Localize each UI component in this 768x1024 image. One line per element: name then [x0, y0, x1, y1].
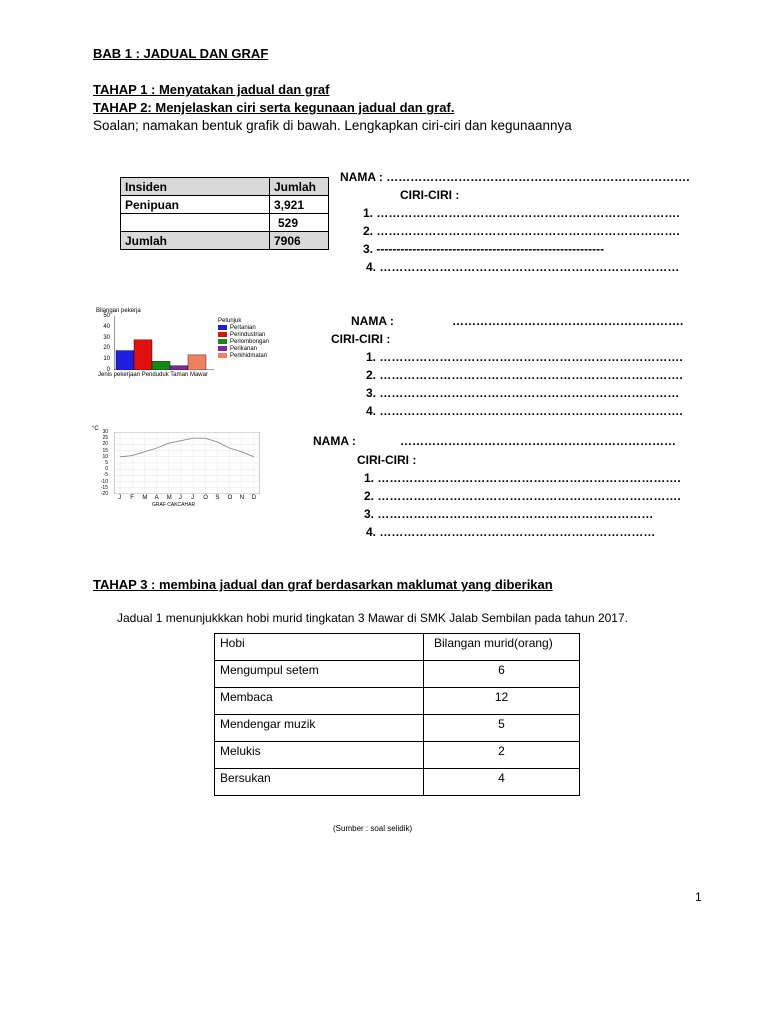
section1-line-4: 4. ………………………………………………………………… [366, 260, 680, 274]
section2-line-3: 3. ………………………………………………………………… [366, 386, 680, 400]
section2-line-1: 1. …………………………………………………………………. [366, 350, 683, 364]
legend-label: Pertanian [230, 325, 256, 332]
y-tick-label: -20 [100, 491, 108, 497]
table-header: Bilangan murid(orang) [424, 634, 580, 661]
tahap1-heading: TAHAP 1 : Menyatakan jadual dan graf [93, 82, 330, 97]
legend-item [218, 325, 298, 332]
bar [170, 366, 188, 370]
tahap3-heading: TAHAP 3 : membina jadual dan graf berdasarkan maklumat yang diberikan [93, 577, 553, 592]
table-cell: 529 [270, 214, 329, 232]
legend-swatch [218, 346, 227, 351]
chart-title: Bilangan pekerja [96, 308, 141, 314]
section2-nama: NAMA : [351, 314, 394, 328]
table-row [215, 661, 580, 688]
y-tick-label: 50 [103, 313, 110, 319]
table-cell [121, 214, 270, 232]
table-row [215, 769, 580, 796]
legend-swatch [218, 353, 227, 358]
y-tick-label: 25 [102, 435, 108, 442]
legend-swatch [218, 325, 227, 330]
chapter-title: BAB 1 : JADUAL DAN GRAF [93, 46, 269, 61]
table-cell: 7906 [270, 232, 329, 250]
incident-table [120, 177, 329, 250]
section3-nama: NAMA : [313, 434, 356, 448]
table-cell: 5 [424, 715, 580, 742]
legend-item [218, 339, 298, 346]
y-tick-label: 0 [106, 367, 110, 373]
x-tick-label: A [154, 495, 159, 501]
legend-label: Perkhidmatan [230, 353, 268, 360]
legend-label: Perikanan [230, 346, 258, 353]
section2-line-2: 2. …………………………………………………………………. [366, 368, 683, 382]
chart-xlabel: GRAF CAKCAHAR [152, 502, 196, 508]
section1-line-2: 2. …………………………………………………………………. [363, 224, 680, 238]
table-caption: Jadual 1 menunjukkkan hobi murid tingkatan 3 Mawar di SMK Jalab Sembilan pada tahun 2017. [117, 611, 628, 625]
legend-item [218, 353, 298, 360]
instruction-text: Soalan; namakan bentuk grafik di bawah. Lengkapkan ciri-ciri dan kegunaannya [93, 118, 572, 133]
source-note: (Sumber : soal selidik) [333, 824, 413, 833]
section3-line-3: 3. …………………………………………………………… [364, 507, 654, 521]
x-tick-label: S [215, 495, 220, 501]
y-tick-label: 10 [102, 453, 108, 460]
section1-line-1: 1. …………………………………………………………………. [363, 206, 680, 220]
legend-swatch [218, 332, 227, 337]
table-row [121, 232, 329, 250]
line-chart-plot [114, 432, 260, 494]
y-tick-label: 15 [102, 447, 108, 454]
legend-swatch [218, 339, 227, 344]
table-row [121, 214, 329, 232]
chart-title: °C [92, 426, 99, 432]
x-tick-label: O [227, 495, 233, 501]
line-chart [86, 426, 266, 512]
table-cell: Melukis [215, 742, 424, 769]
x-tick-label: J [191, 495, 195, 501]
section3-line-2: 2. …………………………………………………………………. [364, 489, 681, 503]
x-tick-label: O [203, 495, 208, 501]
table-cell: 2 [424, 742, 580, 769]
x-tick-label: F [130, 495, 134, 501]
table-row [121, 196, 329, 214]
y-tick-label: 20 [102, 441, 108, 448]
y-tick-label: 5 [105, 460, 108, 466]
hobby-table [214, 633, 580, 796]
table-cell: Jumlah [121, 232, 270, 250]
table-cell: 12 [424, 688, 580, 715]
table-row [215, 688, 580, 715]
legend-item [218, 332, 298, 339]
x-tick-label: N [239, 495, 245, 501]
table-cell: Mengumpul setem [215, 661, 424, 688]
bar [152, 361, 170, 370]
y-tick-label: 0 [105, 466, 108, 473]
table-header: Insiden [121, 178, 270, 196]
y-tick-label: -15 [100, 484, 108, 491]
y-tick-label: 40 [103, 323, 110, 330]
table-cell: 3,921 [270, 196, 329, 214]
x-tick-label: M [142, 495, 148, 501]
x-tick-label: J [178, 495, 182, 501]
section3-line-1: 1. …………………………………………………………………. [364, 471, 681, 485]
bar-chart [94, 308, 294, 383]
section2-line-4: 4. …………………………………………………………………. [366, 404, 683, 418]
table-row [215, 715, 580, 742]
y-tick-label: 20 [103, 345, 110, 352]
table-cell: Penipuan [121, 196, 270, 214]
bar [116, 351, 134, 370]
legend-title: Petunjuk [218, 318, 242, 324]
y-tick-label: 30 [103, 334, 110, 341]
table-header: Hobi [215, 634, 424, 661]
legend-item [218, 346, 298, 353]
table-cell: Membaca [215, 688, 424, 715]
chart-xlabel: Jenis pekerjaan Penduduk Taman Mawar [98, 372, 208, 378]
y-tick-label: -5 [103, 472, 108, 479]
table-header: Jumlah [270, 178, 329, 196]
page-number: 1 [695, 890, 702, 904]
section3-nama-line: …………………………………………………………… [400, 434, 676, 448]
y-tick-label: 10 [103, 356, 110, 363]
table-row [215, 742, 580, 769]
y-tick-label: -10 [100, 478, 108, 485]
section1-line-3: 3. --------------------------------------------------------- [363, 242, 605, 256]
section1-nama: NAMA : …………………………………………………………………. [340, 170, 690, 184]
x-tick-label: J [118, 495, 122, 501]
table-cell: Mendengar muzik [215, 715, 424, 742]
table-cell: 6 [424, 661, 580, 688]
bar-chart-plot [114, 316, 214, 370]
legend-label: Perindustrian [230, 332, 266, 339]
table-cell: Bersukan [215, 769, 424, 796]
x-tick-label: D [251, 495, 257, 501]
bar [134, 340, 152, 370]
section1-ciri: CIRI-CIRI : [400, 188, 460, 202]
x-tick-label: M [166, 495, 172, 501]
y-tick-label: 30 [102, 429, 108, 435]
tahap2-heading: TAHAP 2: Menjelaskan ciri serta kegunaan jadual dan graf. [93, 100, 455, 115]
section2-nama-line: …………………………………………………. [452, 314, 684, 328]
section3-line-4: 4. …………………………………………………………… [366, 525, 656, 539]
table-cell: 4 [424, 769, 580, 796]
section2-ciri: CIRI-CIRI : [331, 332, 391, 346]
legend-label: Perlombongan [230, 339, 270, 346]
section3-ciri: CIRI-CIRI : [357, 453, 417, 467]
bar [188, 355, 206, 370]
